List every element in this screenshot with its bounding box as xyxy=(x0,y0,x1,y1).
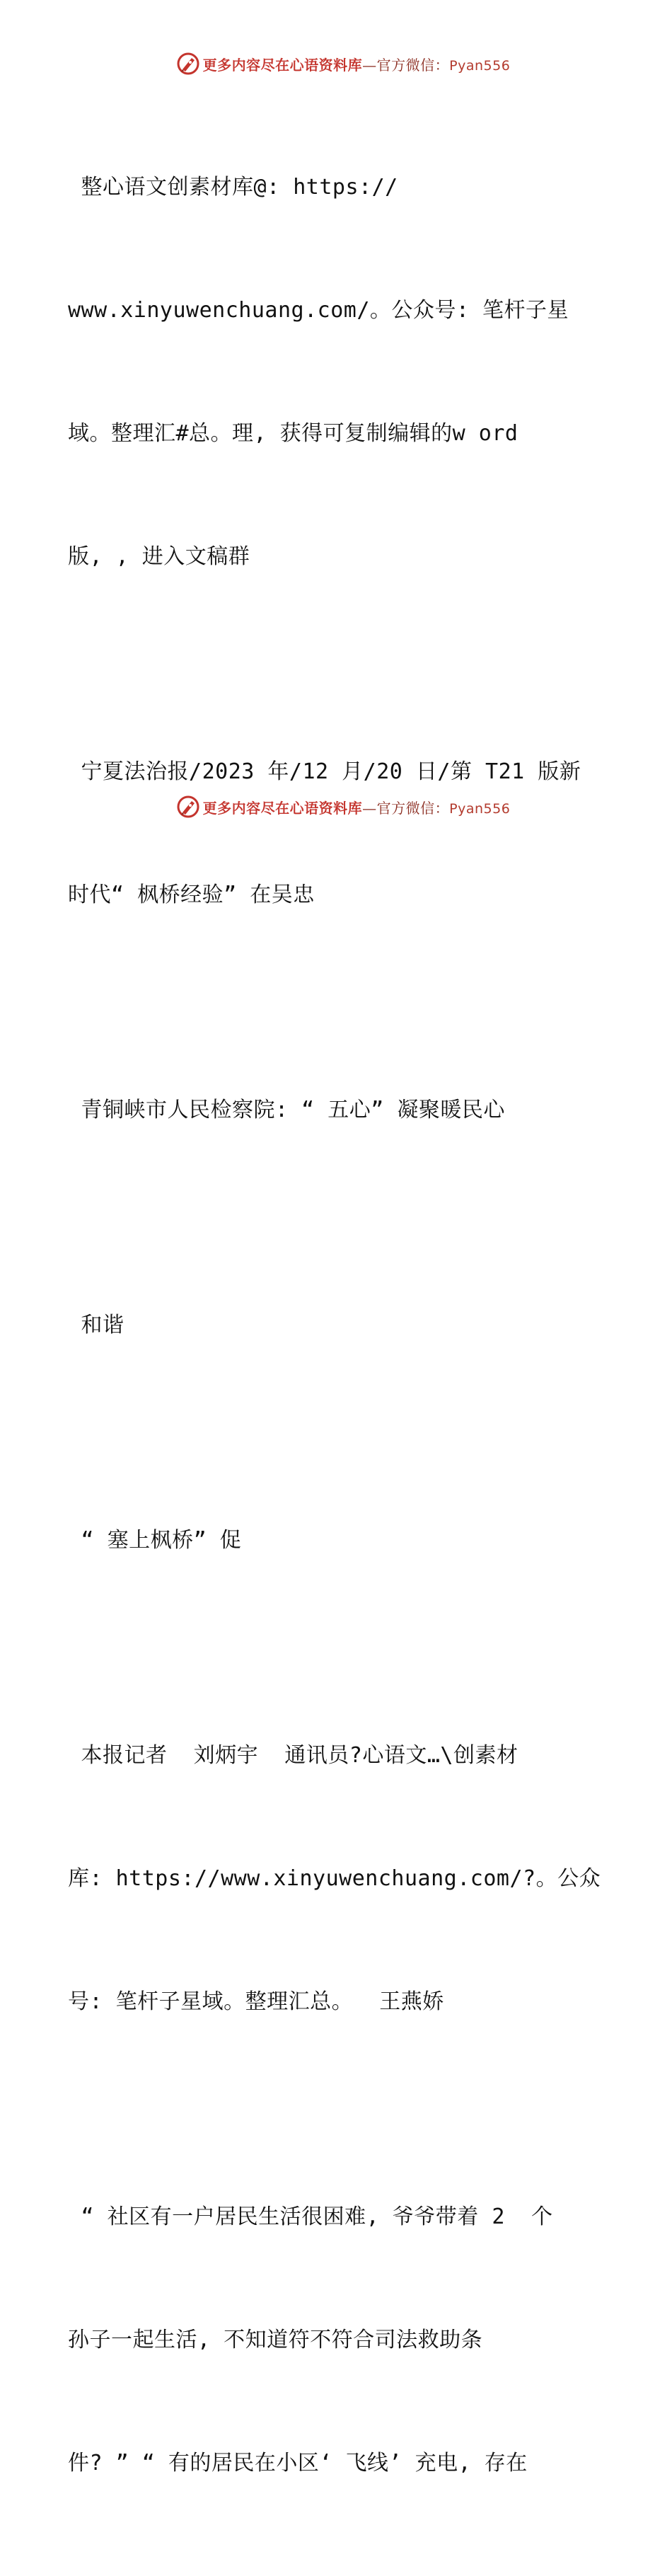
text-line: 整心语文创素材库@: https:// xyxy=(68,175,398,200)
paragraph xyxy=(68,1438,606,1643)
banner-main-text: 更多内容尽在心语资料库 xyxy=(202,799,363,817)
text-line: “ 塞上枫桥” 促 xyxy=(68,1528,242,1553)
banner-text xyxy=(203,797,511,817)
paragraph xyxy=(68,1223,606,1428)
banner-official-label: 官方微信： xyxy=(376,56,450,74)
paragraph xyxy=(68,1653,606,2105)
banner-main-text: 更多内容尽在心语资料库 xyxy=(202,56,363,74)
pen-logo-icon xyxy=(176,795,200,819)
text-line: 号: 笔杆子星域。整理汇总。 王燕娇 xyxy=(68,1989,444,2014)
text-line: 孙子一起生活, 不知道符不符合司法救助条 xyxy=(68,2328,483,2352)
text-line: 本报记者 刘炳宇 通讯员?心语文…\创素材 xyxy=(68,1743,519,1768)
footer-banner xyxy=(0,793,672,821)
text-line: 青铜峡市人民检察院: “ 五心” 凝聚暖民心 xyxy=(68,1098,505,1122)
paragraph xyxy=(68,85,606,660)
banner-text xyxy=(203,54,511,74)
pen-logo-icon xyxy=(176,52,200,76)
banner-separator: — xyxy=(362,799,377,817)
text-line: 库: https://www.xinyuwenchuang.com/?。公众 xyxy=(68,1866,601,1891)
text-line: 时代“ 枫桥经验” 在吴忠 xyxy=(68,882,315,907)
banner-separator: — xyxy=(362,56,377,74)
text-line: www.xinyuwenchuang.com/。公众号: 笔杆子星 xyxy=(68,298,569,323)
text-line: 宁夏法治报/2023 年/12 月/20 日/第 T21 版新 xyxy=(68,759,581,784)
text-line: 域。整理汇#总。理, 获得可复制编辑的w ord xyxy=(68,421,519,446)
banner-wechat-id: Pyan556 xyxy=(449,800,511,817)
header-banner xyxy=(0,50,672,78)
paragraph xyxy=(68,1008,606,1213)
banner-official-label: 官方微信： xyxy=(376,799,450,817)
text-line: 版, , 进入文稿群 xyxy=(68,544,250,569)
text-line: 和谐 xyxy=(68,1313,124,1338)
text-line: 件? ” “ 有的居民在小区‘ 飞线’ 充电, 存在 xyxy=(68,2451,528,2476)
banner-wechat-id: Pyan556 xyxy=(449,57,511,74)
text-line: “ 社区有一户居民生活很困难, 爷爷带着 2 个 xyxy=(68,2204,553,2229)
paragraph xyxy=(68,669,606,998)
banner-inner xyxy=(176,52,511,76)
document-body xyxy=(68,85,606,2576)
paragraph xyxy=(68,2115,606,2566)
banner-inner xyxy=(176,795,511,819)
